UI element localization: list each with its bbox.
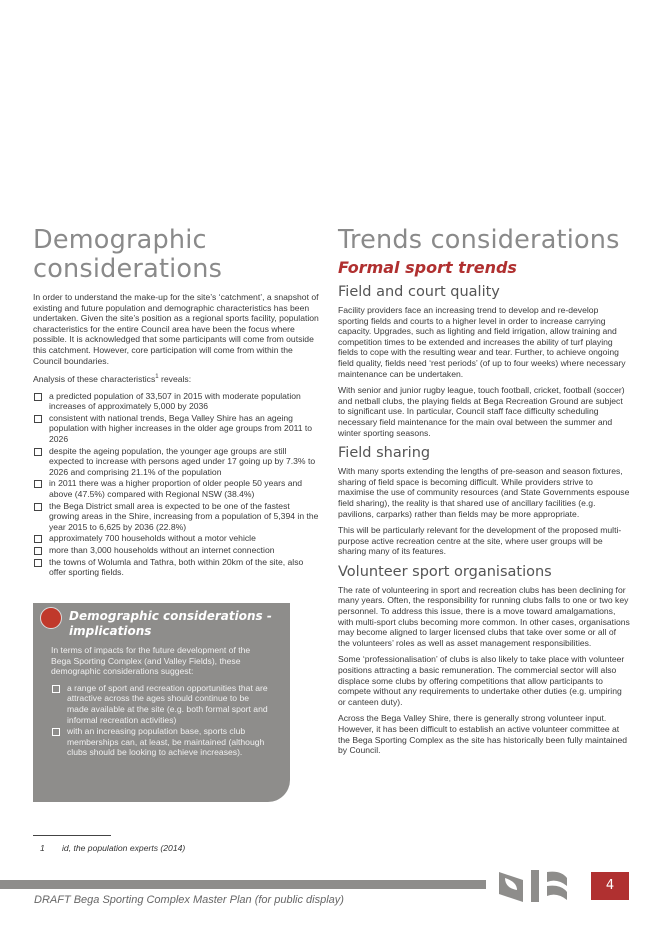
heading-line-1: Demographic [33,225,207,255]
list-item-text: with an increasing population base, sports club memberships can, at least, be maintained (although clubs should be looking to achieve increases). [67,726,265,758]
intro-paragraph: In order to understand the make-up for the site’s ‘catchment’, a snapshot of existing and future population and demographic characteristics has been undertaken. Given the site’s position as a regional sports facility, population characteristics for the entire Council area have been the focus where possible. It is acknowledged that some participants will come from outside this catchment. However, core participation will come from within the Council boundaries. [33,292,319,366]
list-item [51,726,272,758]
formal-sport-subheading: Formal sport trends [338,258,517,277]
footnote-text: id, the population experts (2014) [62,843,186,853]
section-title: Volunteer sport organisations [338,563,552,580]
checkbox-icon [34,559,42,567]
list-item [33,501,321,533]
list-item [33,391,321,412]
analysis-lead [33,372,321,384]
footnote [40,843,185,853]
demographic-heading [33,226,321,284]
analysis-lead-tail: reveals: [158,374,192,385]
list-item-text: more than 3,000 households without an internet connection [49,544,275,555]
checkbox-icon [34,535,42,543]
checkbox-icon [34,448,42,456]
implications-title [51,609,272,639]
implications-panel [33,603,290,802]
logo-icon [497,866,587,906]
checkbox-icon [52,685,60,693]
list-item-text: a predicted population of 33,507 in 2015 with moderate population increases of approximately 5,000 by 2036 [49,390,301,412]
footnote-number: 1 [40,843,45,853]
list-item-text: the towns of Wolumla and Tathra, both within 20km of the site, also offer sporting fields. [49,556,304,578]
section-paragraph: Facility providers face an increasing trend to develop and re-develop sporting fields and courts to a higher level in order to increase carrying capacity. Upgrades, such as lighting and field irrigation, allow training and competition times to be extended and increases the ability of turf playing fields to cope with the resulting wear and tear. Further, to achieve ongoing field quality, fields need ‘rest periods’ (of up to four weeks) where necessary maintenance can be undertaken. [338,305,626,379]
analysis-lead-text: Analysis of these characteristics [33,374,156,385]
left-column [33,226,321,579]
footnote-divider [33,835,111,836]
page-number: 4 [591,872,629,900]
checkbox-icon [34,547,42,555]
trends-heading: Trends considerations [338,225,620,255]
section-paragraph: This will be particularly relevant for the development of the proposed multi-purpose active recreation centre at the site, where user groups will be sharing many of its features. [338,525,622,557]
implications-title-line-2: implications [69,624,152,638]
list-item [33,478,321,499]
heading-line-2: considerations [33,254,223,284]
footer-title: DRAFT Bega Sporting Complex Master Plan (for public display) [34,894,344,906]
checkbox-icon [34,480,42,488]
demographic-list [33,391,321,578]
list-item [33,557,321,578]
red-dot-icon [40,607,62,629]
list-item [33,545,321,556]
list-item-text: in 2011 there was a higher proportion of older people 50 years and above (47.5%) compared with Regional NSW (38.4%) [49,478,303,499]
implications-intro: In terms of impacts for the future development of the Bega Sporting Complex (and Valley Fields), these demographic considerations suggest: [51,645,251,677]
list-item-text: consistent with national trends, Bega Valley Shire has an ageing population with higher increases in the older age groups from 2011 to 2026 [49,412,313,444]
section-paragraph: Some ‘professionalisation’ of clubs is also likely to take place with volunteer positions attracting a basic remuneration. The commercial sector will also displace some clubs by offering competitions that allow participants to compete without any requirements to undertake other duties (e.g. umpiring or canteen duty). [338,654,625,707]
section-paragraph: Across the Bega Valley Shire, there is generally strong volunteer input. However, it has been difficult to establish an active volunteer committee at the Bega Sporting Complex as the site has historically been fully maintained by Council. [338,713,628,756]
implications-list [51,683,272,758]
implications-title-line-1: Demographic considerations - [69,609,272,623]
list-item-text: the Bega District small area is expected to be one of the fastest growing areas in the Shire, increasing from a population of 5,394 in the year 2015 to 6,625 by 2036 (22.8%) [49,500,319,532]
list-item [33,446,321,478]
section-paragraph: With many sports extending the lengths of pre-season and season fixtures, sharing of field space is becoming difficult. While providers strive to maximise the use of community resources (and State Governments espouse field sharing), the reality is that shared use of ancillary facilities (e.g. pavilions, carparks) rather than fields may be more appropriate. [338,466,630,519]
footnote-ref: 1 [155,374,159,381]
section-title: Field sharing [338,445,431,462]
checkbox-icon [34,415,42,423]
list-item [33,533,321,544]
footer-bar [0,880,486,889]
list-item-text: a range of sport and recreation opportunities that are attractive across the ages should continue to be made available at the site (e.g. both formal sport and informal recreation activities) [67,682,268,725]
right-column [338,226,630,762]
section-paragraph: The rate of volunteering in sport and recreation clubs has been declining for many years. Often, the responsibility for running clubs falls to one or two key personnel. To address this issue, there is a move toward amalgamations, with multi-sport clubs becoming more common. In other cases, organisations may become aligned to larger licensed clubs that take over some or all of the volunteers’ roles as well as asset management responsibilities. [338,584,630,648]
list-item-text: despite the ageing population, the younger age groups are still expected to increase with persons aged under 17 going up by 7.3% to 2026 and comprising 21.1% of the population [49,445,316,477]
list-item-text: approximately 700 households without a motor vehicle [49,533,256,544]
checkbox-icon [34,393,42,401]
checkbox-icon [34,503,42,511]
list-item [33,413,321,445]
list-item [51,683,272,725]
checkbox-icon [52,728,60,736]
section-paragraph: With senior and junior rugby league, touch football, cricket, football (soccer) and netball clubs, the playing fields at Bega Recreation Ground are subject to significant use. In particular, Council staff face difficulty scheduling necessary field maintenance for the main oval between the summer and winter sporting seasons. [338,385,625,438]
section-title: Field and court quality [338,284,500,300]
